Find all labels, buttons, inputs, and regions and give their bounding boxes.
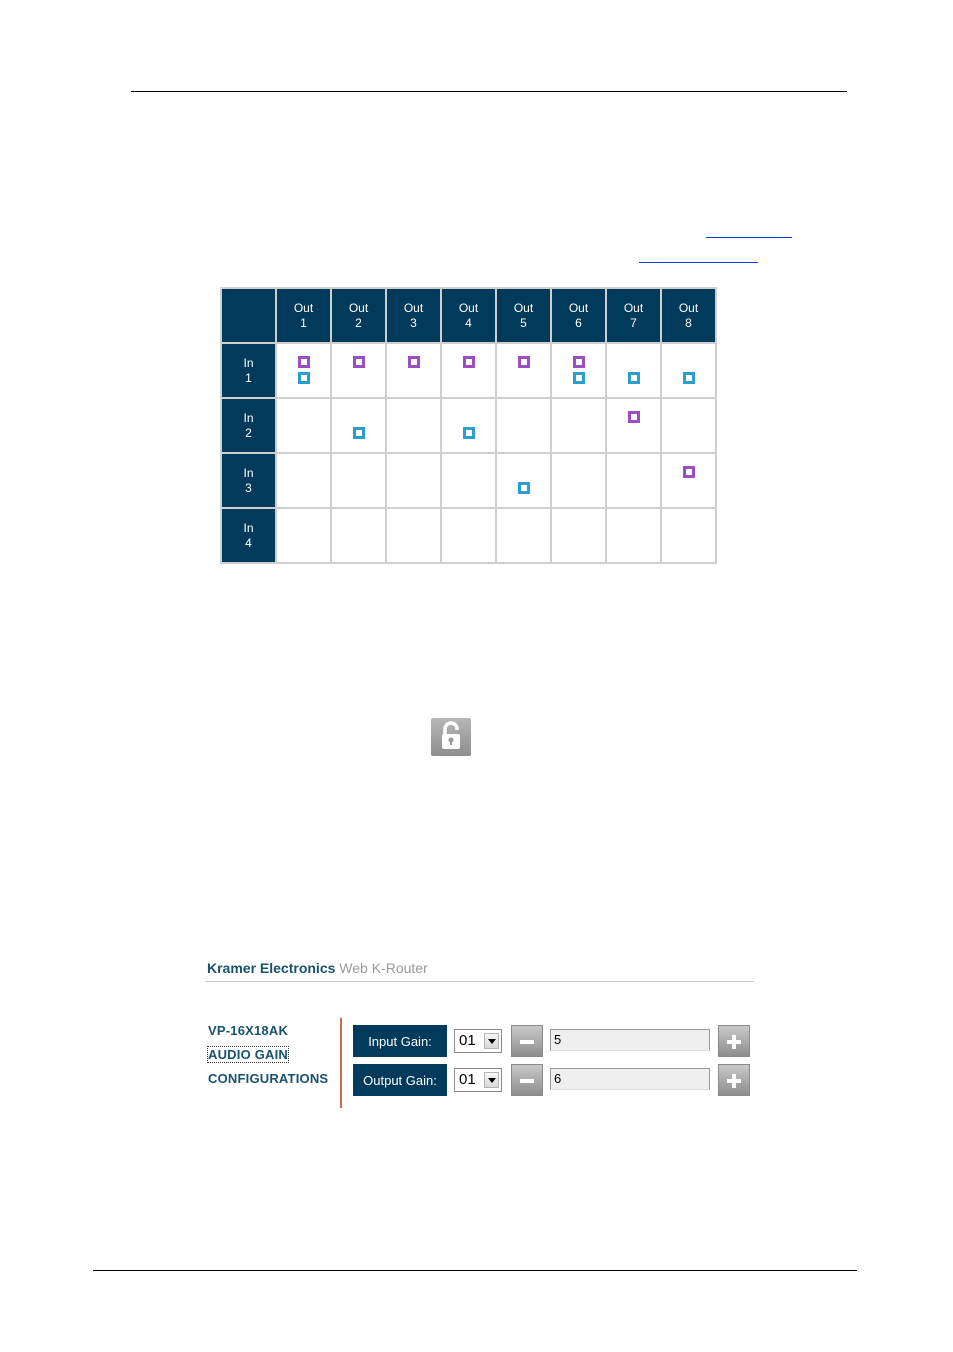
crosspoint-cell[interactable] [661,343,716,398]
output-header: Out 1 [276,288,331,343]
crosspoint-cell[interactable] [661,508,716,563]
audio-route-icon[interactable] [408,356,420,368]
crosspoint-cell[interactable] [551,343,606,398]
input-header: In 2 [221,398,276,453]
input-gain-decrease-button[interactable] [511,1025,543,1057]
input-header: In 1 [221,343,276,398]
output-header: Out 3 [386,288,441,343]
video-route-icon[interactable] [298,372,310,384]
crosspoint-cell[interactable] [331,453,386,508]
crosspoint-cell[interactable] [276,453,331,508]
output-gain-decrease-button[interactable] [511,1064,543,1096]
audio-route-icon[interactable] [463,356,475,368]
crosspoint-cell[interactable] [386,453,441,508]
crosspoint-cell[interactable] [496,453,551,508]
input-header: In 3 [221,453,276,508]
crosspoint-cell[interactable] [606,398,661,453]
brand-product: Web K-Router [339,960,428,976]
crosspoint-cell[interactable] [276,343,331,398]
hyperlink-underline-2[interactable] [639,262,758,263]
audio-route-icon[interactable] [628,411,640,423]
output-header: Out 2 [331,288,386,343]
output-gain-channel-select[interactable] [454,1068,502,1092]
output-header: Out 4 [441,288,496,343]
output-header: Out 6 [551,288,606,343]
output-gain-channel-value: 01 [459,1071,476,1088]
matrix-header-row [221,288,716,343]
crosspoint-cell[interactable] [551,508,606,563]
crosspoint-cell[interactable] [331,343,386,398]
crosspoint-cell[interactable] [606,343,661,398]
audio-route-icon[interactable] [353,356,365,368]
crosspoint-cell[interactable] [276,398,331,453]
unlocked-padlock-icon[interactable] [431,718,471,756]
crosspoint-cell[interactable] [386,398,441,453]
crosspoint-cell[interactable] [661,453,716,508]
crosspoint-cell[interactable] [551,398,606,453]
crosspoint-cell[interactable] [661,398,716,453]
crosspoint-cell[interactable] [441,508,496,563]
video-route-icon[interactable] [463,427,475,439]
nav-configurations[interactable]: CONFIGURATIONS [208,1071,329,1086]
output-gain-label: Output Gain: [353,1064,447,1096]
output-header: Out 7 [606,288,661,343]
output-gain-increase-button[interactable] [718,1064,750,1096]
matrix-row [221,453,716,508]
crosspoint-cell[interactable] [386,343,441,398]
header-rule [131,91,847,92]
matrix-corner [221,288,276,343]
audio-route-icon[interactable] [518,356,530,368]
chevron-down-icon[interactable] [484,1033,499,1049]
video-route-icon[interactable] [353,427,365,439]
output-gain-value-field[interactable]: 6 [550,1068,710,1090]
input-gain-value-field[interactable]: 5 [550,1029,710,1051]
output-header: Out 8 [661,288,716,343]
matrix-row [221,398,716,453]
nav-audio-gain[interactable]: AUDIO GAIN [208,1047,288,1062]
crosspoint-cell[interactable] [496,398,551,453]
crosspoint-cell[interactable] [441,453,496,508]
matrix-row [221,508,716,563]
video-route-icon[interactable] [628,372,640,384]
audio-route-icon[interactable] [298,356,310,368]
minus-icon [520,1079,534,1083]
output-header: Out 5 [496,288,551,343]
brand-company: Kramer Electronics [207,960,336,976]
audio-route-icon[interactable] [683,466,695,478]
crosspoint-cell[interactable] [496,508,551,563]
matrix-row [221,343,716,398]
input-gain-channel-value: 01 [459,1032,476,1049]
crosspoint-cell[interactable] [331,398,386,453]
chevron-down-icon[interactable] [484,1072,499,1088]
footer-rule [93,1270,857,1271]
video-route-icon[interactable] [518,482,530,494]
video-route-icon[interactable] [573,372,585,384]
crosspoint-cell[interactable] [606,453,661,508]
crosspoint-cell[interactable] [496,343,551,398]
crosspoint-cell[interactable] [606,508,661,563]
crosspoint-cell[interactable] [441,398,496,453]
nav-divider [340,1018,342,1108]
audio-route-icon[interactable] [573,356,585,368]
brand-divider [205,981,754,982]
input-gain-increase-button[interactable] [718,1025,750,1057]
input-gain-label: Input Gain: [353,1025,447,1057]
routing-matrix [220,287,717,564]
crosspoint-cell[interactable] [551,453,606,508]
minus-icon [520,1040,534,1044]
crosspoint-cell[interactable] [331,508,386,563]
input-gain-channel-select[interactable] [454,1029,502,1053]
nav-device-model[interactable]: VP-16X18AK [208,1023,289,1038]
hyperlink-underline-1[interactable] [706,237,792,238]
crosspoint-cell[interactable] [386,508,441,563]
crosspoint-cell[interactable] [276,508,331,563]
brand-title [207,960,428,976]
crosspoint-cell[interactable] [441,343,496,398]
video-route-icon[interactable] [683,372,695,384]
input-header: In 4 [221,508,276,563]
